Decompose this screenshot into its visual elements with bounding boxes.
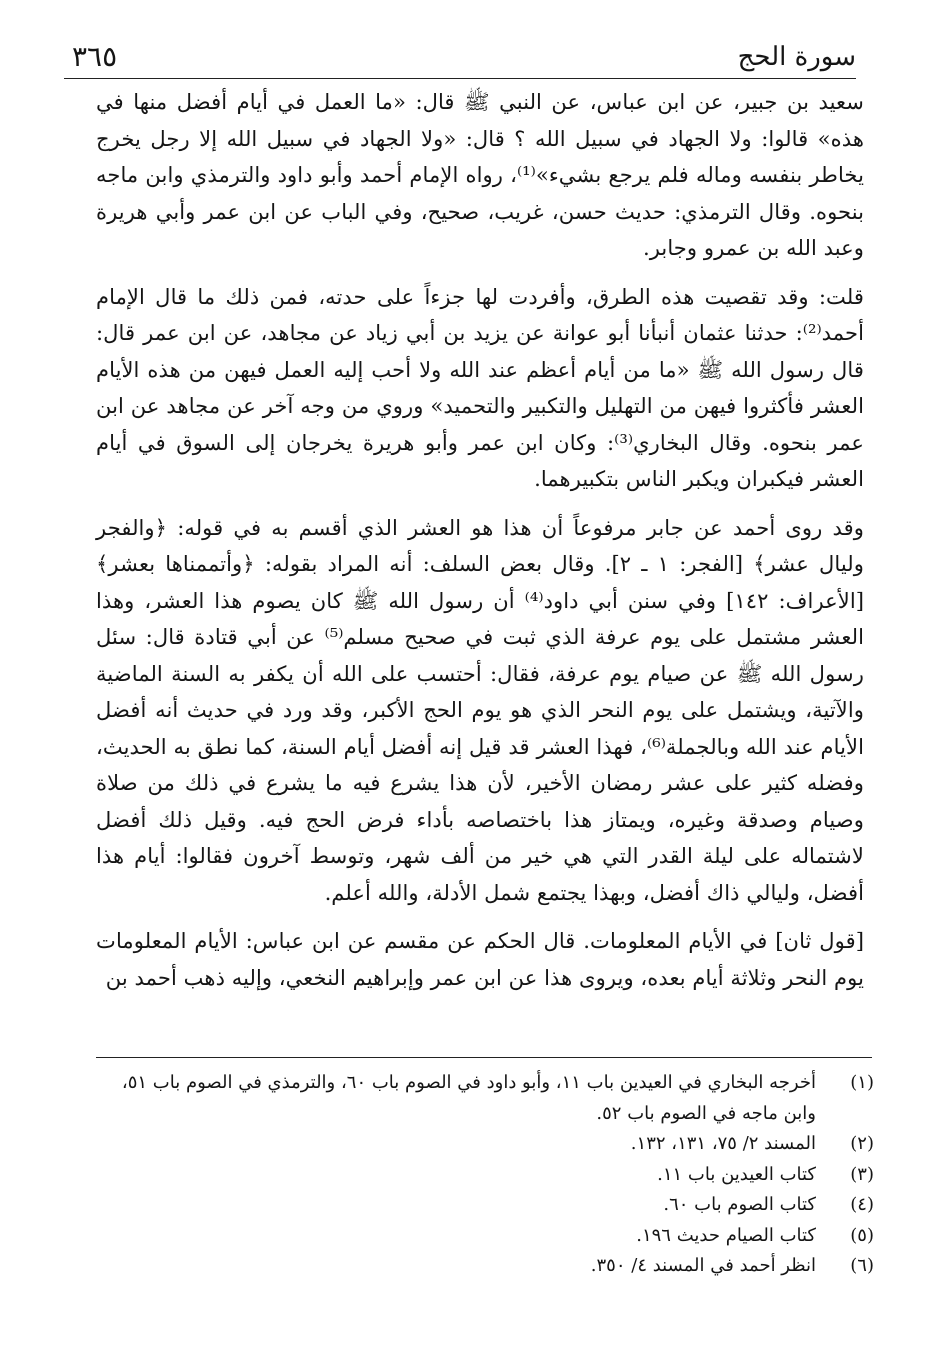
footnote-number: (٤) xyxy=(850,1194,874,1215)
footnotes xyxy=(96,1068,874,1282)
footnote-text: كتاب العيدين باب ١١. xyxy=(657,1163,816,1185)
footnote-text: كتاب الصوم باب ٦٠. xyxy=(663,1194,816,1215)
main-text xyxy=(96,84,864,996)
paragraph-2: قلت: وقد تقصيت هذه الطرق، وأفردت لها جزءاً على حدته، فمن ذلك ما قال الإمام أحمد⁽²⁾: حدثنا عثمان أنبأنا أبو عوانة عن يزيد بن أبي زياد عن مجاهد، عن ابن عمر قال: قال رسول الله ﷺ «ما من أيام أعظم عند الله ولا أحب إليه العمل فيهن من هذه الأيام العشر فأكثروا فيهن من التهليل والتكبير والتحميد» وروي من وجه آخر عن مجاهد عن ابن عمر بنحوه. وقال البخاري⁽³⁾: وكان ابن عمر وأبو هريرة يخرجان إلى السوق في أيام العشر فيكبران ويكبر الناس بتكبيرهما. xyxy=(96,283,864,491)
footnote-item xyxy=(96,1221,874,1252)
footnote-item xyxy=(96,1068,874,1129)
footnote-text: أخرجه البخاري في العيدين باب ١١، وأبو داود في الصوم باب ٦٠، والترمذي في الصوم باب ٥١، وابن ماجه في الصوم باب ٥٢. xyxy=(121,1072,816,1124)
paragraph-3: وقد روى أحمد عن جابر مرفوعاً أن هذا هو العشر الذي أقسم به في قوله: ﴿والفجر وليال عشر﴾ [الفجر: ١ ـ ٢]. وقال بعض السلف: أنه المراد بقوله: ﴿وأتممناها بعشر﴾ [الأعراف: ١٤٢] وفي سنن أبي داود⁽⁴⁾ أن رسول الله ﷺ كان يصوم هذا العشر، وهذا العشر مشتمل على يوم عرفة الذي ثبت في صحيح مسلم⁽⁵⁾ عن أبي قتادة قال: سئل رسول الله ﷺ عن صيام يوم عرفة، فقال: أحتسب على الله أن يكفر به السنة الماضية والآتية، ويشتمل على يوم النحر الذي هو يوم الحج الأكبر، وقد ورد في حديث أنه أفضل الأيام عند الله وبالجملة⁽⁶⁾، فهذا العشر قد قيل إنه أفضل أيام السنة، كما نطق به الحديث، وفضله كثير على عشر رمضان الأخير، لأن هذا يشرع فيه ما يشرع في ذلك من صلاة وصيام وصدقة وغيره، ويمتاز هذا باختصاصه بأداء فرض الحج فيه. وقيل ذلك أفضل لاشتماله على ليلة القدر التي هي خير من ألف شهر، وتوسط آخرون فقالوا: أيام هذا أفضل، وليالي ذاك أفضل، وبهذا يجتمع شمل الأدلة، والله أعلم. xyxy=(96,514,865,905)
footnote-number: (٣) xyxy=(850,1163,874,1185)
footnote-number: (٢) xyxy=(850,1133,874,1154)
footnote-number: (٦) xyxy=(850,1255,874,1276)
footnote-item xyxy=(96,1129,874,1160)
footnote-text: انظر أحمد في المسند ٤/ ٣٥٠. xyxy=(590,1255,816,1276)
footnote-text: كتاب الصيام حديث ١٩٦. xyxy=(636,1224,816,1246)
footnote-text: المسند ٢/ ٧٥، ١٣١، ١٣٢. xyxy=(630,1133,816,1154)
page-header xyxy=(64,38,856,79)
footnote-number: (٥) xyxy=(850,1224,874,1246)
paragraph-4: [قول ثان] في الأيام المعلومات. قال الحكم عن مقسم عن ابن عباس: الأيام المعلومات يوم النحر وثلاثة أيام بعده، ويروى هذا عن ابن عمر وإبراهيم النخعي، وإليه ذهب أحمد بن xyxy=(96,928,864,990)
footnote-number: (١) xyxy=(850,1072,874,1093)
footnote-item xyxy=(96,1251,874,1282)
footnote-item xyxy=(96,1190,874,1221)
paragraph-1: سعيد بن جبير، عن ابن عباس، عن النبي ﷺ قال: «ما العمل في أيام أفضل منها في هذه» قالوا: ولا الجهاد في سبيل الله ؟ قال: «ولا الجهاد في سبيل الله إلا رجل يخرج يخاطر بنفسه وماله فلم يرجع بشيء»⁽¹⁾، رواه الإمام أحمد وأبو داود والترمذي وابن ماجه بنحوه. وقال الترمذي: حديث حسن، غريب، صحيح، وفي الباب عن ابن عمر وأبي هريرة وعبد الله بن عمرو وجابر. xyxy=(96,89,864,260)
footnote-item xyxy=(96,1160,874,1191)
surah-title: سورة الحج xyxy=(737,42,856,72)
page-number: ٣٦٥ xyxy=(72,40,118,73)
footnote-separator xyxy=(96,1057,872,1058)
